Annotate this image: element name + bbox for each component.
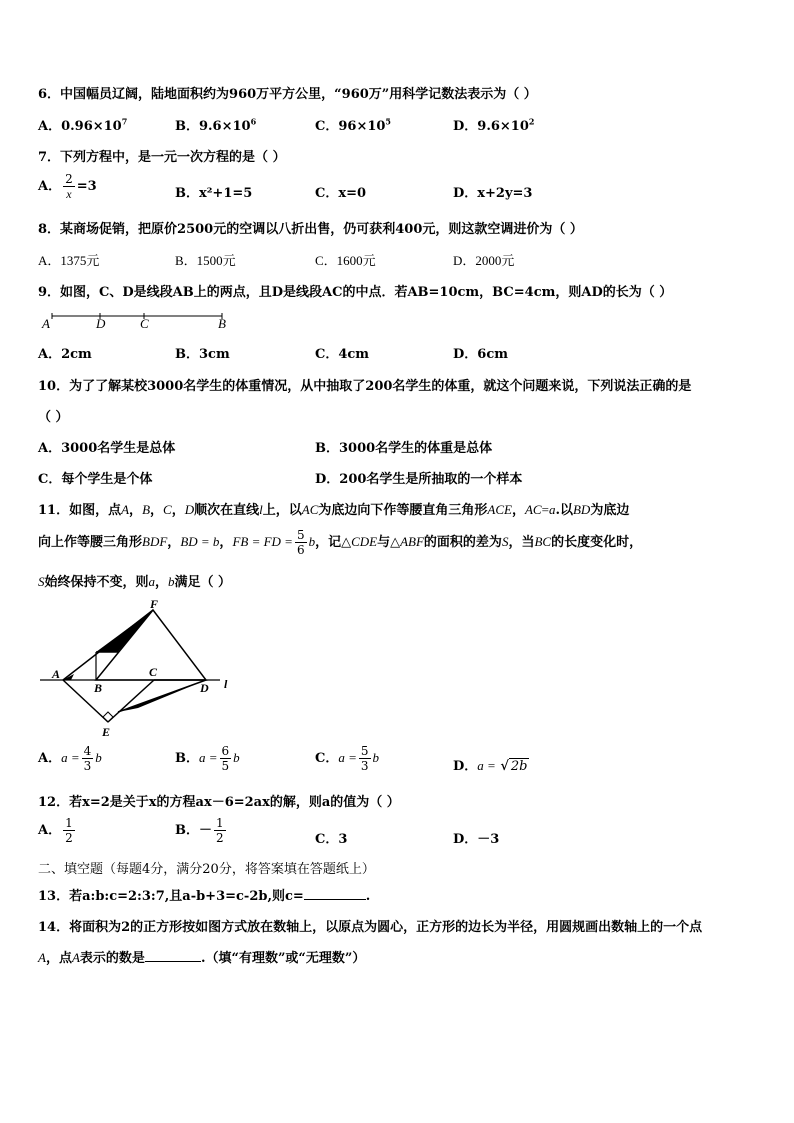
q8-option-d: D．2000元 bbox=[453, 253, 515, 268]
q13-answer-blank bbox=[304, 899, 366, 900]
q7-option-a: A． $\frac{2}{x}$ =3 bbox=[38, 172, 97, 201]
q6-option-b: B．$9.6\times 10^6$ bbox=[175, 116, 257, 134]
q11-option-b: B．a = $\frac{6}{5}$ b bbox=[175, 744, 240, 773]
q10-stem-bracket: （ ） bbox=[38, 410, 69, 425]
q9-label-c: C bbox=[140, 316, 149, 331]
q13-stem: 13．若a:b:c=2:3:7,且a-b+3=c-2b,则c= . bbox=[38, 889, 371, 904]
q14-answer-blank bbox=[145, 961, 201, 962]
q11-option-d: D．a = √ 2b bbox=[453, 758, 528, 774]
q12-option-a: A． $\frac{1}{2}$ bbox=[38, 816, 73, 845]
q6-option-a: A．$0.96\times 10^7$ bbox=[38, 116, 128, 134]
q9-label-d: D bbox=[96, 316, 106, 331]
q11-label-l: l bbox=[224, 677, 228, 691]
q7-stem: 7．下列方程中，是一元一次方程的是（ ） bbox=[38, 150, 286, 165]
q10-option-d: D．200名学生是所抽取的一个样本 bbox=[315, 472, 523, 487]
q7-option-b: B．x²+1=5 bbox=[175, 186, 253, 201]
q8-option-c: C．1600元 bbox=[315, 253, 376, 268]
q8-stem: 8．某商场促销，把原价2500元的空调以八折出售，仍可获利400元，则这款空调进价为（ ） bbox=[38, 222, 583, 237]
q12-option-d: D．－3 bbox=[453, 832, 500, 847]
q9-option-a: A．2cm bbox=[38, 347, 92, 362]
q10-option-a: A．3000名学生是总体 bbox=[38, 441, 176, 456]
q11-label-e: E bbox=[102, 725, 111, 739]
q11-triangle-figure bbox=[38, 596, 248, 740]
q12-stem: 12．若x=2是关于x的方程ax－6=2ax的解，则a的值为（ ） bbox=[38, 795, 400, 810]
q6-stem: 6．中国幅员辽阔，陆地面积约为960万平方公里，“960万”用科学记数法表示为（ ） bbox=[38, 87, 537, 102]
q11-label-d: D bbox=[200, 681, 209, 695]
q14-stem-line1: 14．将面积为2的正方形按如图方式放在数轴上，以原点为圆心，正方形的边长为半径，用圆规画出数轴上的一个点 bbox=[38, 920, 703, 935]
q10-option-b: B．3000名学生的体重是总体 bbox=[315, 441, 493, 456]
q11-stem-line2: 向上作等腰三角形BDF，BD = b，FB = FD = $\frac{5}{6}$ b，记△CDE与△ABF的面积的差为S，当BC的长度变化时， bbox=[38, 528, 643, 557]
q11-stem-line1: 11．如图，点A，B，C，D顺次在直线l上，以AC为底边向下作等腰直角三角形ACE，AC=a.以BD为底边 bbox=[38, 502, 630, 518]
q7-option-c: C．x=0 bbox=[315, 186, 367, 201]
q9-segment-figure bbox=[38, 306, 238, 336]
q9-stem: 9．如图，C、D是线段AB上的两点，且D是线段AC的中点．若AB=10cm，BC=4cm，则AD的长为（ ） bbox=[38, 285, 673, 300]
section-heading-fill-in: 二、填空题（每题4分，满分20分，将答案填在答题纸上） bbox=[38, 862, 375, 877]
q10-stem: 10．为了了解某校3000名学生的体重情况，从中抽取了200名学生的体重，就这个问题来说，下列说法正确的是 bbox=[38, 379, 692, 394]
q11-option-c: C．a = $\frac{5}{3}$ b bbox=[315, 744, 380, 773]
q8-option-b: B．1500元 bbox=[175, 253, 236, 268]
q12-option-c: C．3 bbox=[315, 832, 348, 847]
q6-option-d: D．$9.6\times 10^2$ bbox=[453, 116, 535, 134]
q11-label-a: A bbox=[52, 667, 61, 681]
q10-option-c: C．每个学生是个体 bbox=[38, 472, 153, 487]
q14-stem-line2: A，点A表示的数是 .（填“有理数”或“无理数”） bbox=[38, 950, 366, 966]
q11-label-f: F bbox=[150, 597, 159, 611]
q11-label-b: B bbox=[94, 681, 103, 695]
q9-label-b: B bbox=[218, 316, 226, 331]
q9-option-b: B．3cm bbox=[175, 347, 230, 362]
q9-label-a: A bbox=[42, 316, 50, 331]
q6-option-c: C．$96\times 10^5$ bbox=[315, 116, 391, 134]
q11-label-c: C bbox=[149, 665, 158, 679]
q12-option-b: B．－ $\frac{1}{2}$ bbox=[175, 816, 224, 845]
q8-option-a: A．1375元 bbox=[38, 253, 100, 268]
q11-stem-line3: S始终保持不变，则a，b满足（ ） bbox=[38, 574, 232, 590]
q7-option-d: D．x+2y=3 bbox=[453, 186, 533, 201]
q9-option-c: C．4cm bbox=[315, 347, 370, 362]
q11-option-a: A．a = $\frac{4}{3}$ b bbox=[38, 744, 102, 773]
q9-option-d: D．6cm bbox=[453, 347, 508, 362]
